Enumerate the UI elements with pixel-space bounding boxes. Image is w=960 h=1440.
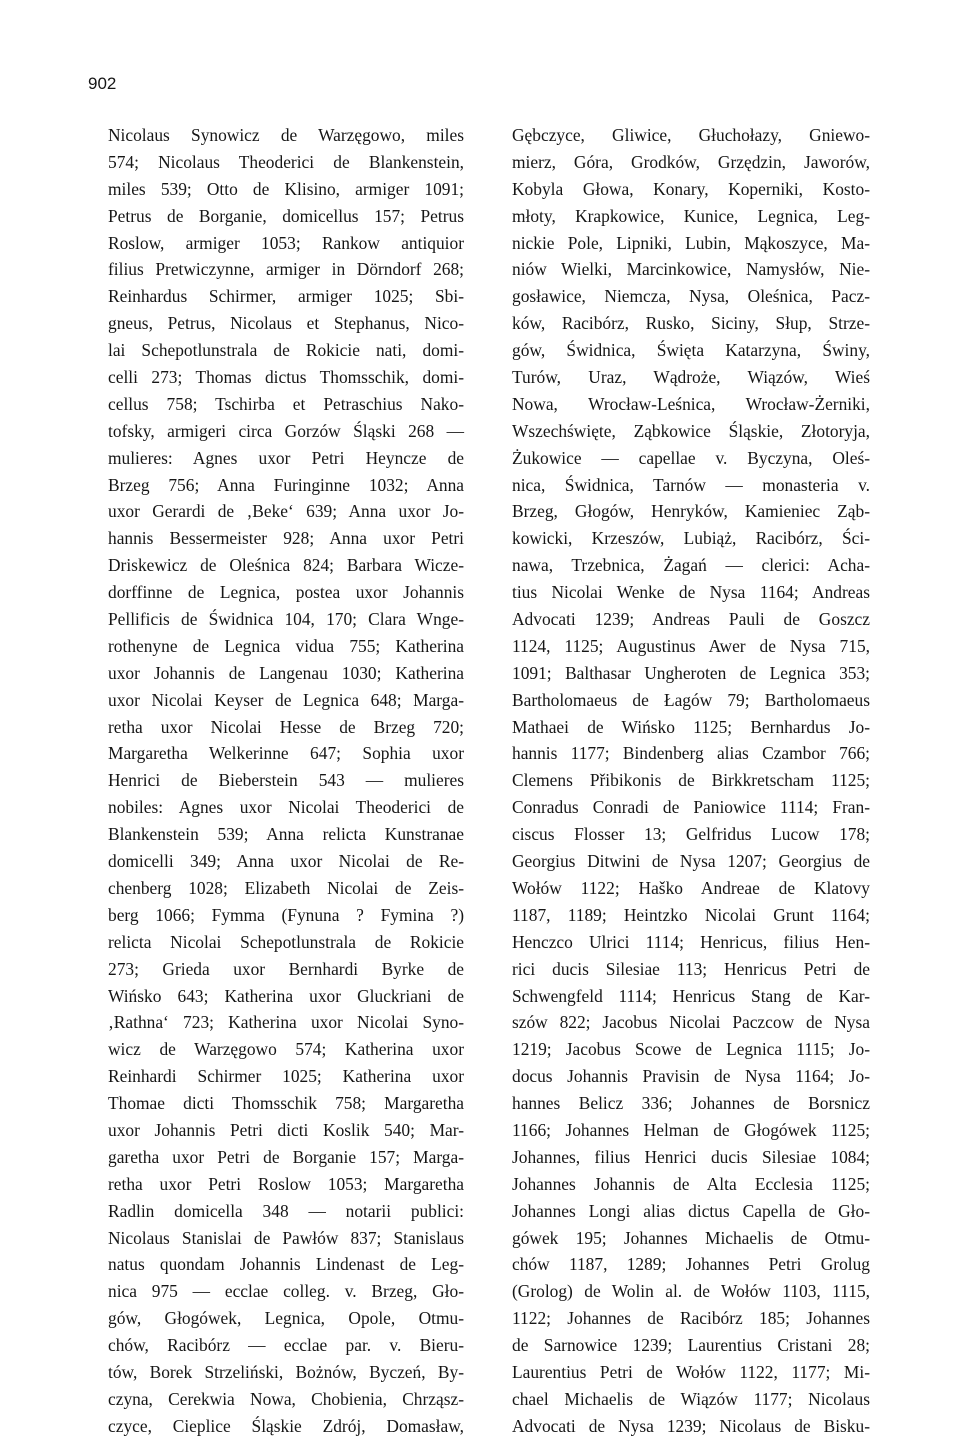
text-line: tius Nicolai Wenke de Nysa 1164; Andreas (512, 582, 870, 603)
text-line: niów Wielki, Marcinkowice, Namysłów, Nie- (512, 259, 870, 280)
text-line: 1122; Johannes de Racibórz 185; Johannes (512, 1308, 870, 1329)
text-line: celli 273; Thomas dictus Thomsschik, domi- (108, 367, 464, 388)
text-line: tofsky, armigeri circa Gorzów Śląski 268 — (108, 420, 464, 441)
text-line: 1091; Balthasar Ungheroten de Legnica 353; (512, 662, 870, 683)
text-line: 273; Grieda uxor Bernhardi Byrke de (108, 958, 464, 979)
text-line: rothenyne de Legnica vidua 755; Katherina (108, 635, 464, 656)
text-line: uxor Nicolai Keyser de Legnica 648; Marga- (108, 689, 464, 710)
text-line: 1219; Jacobus Scowe de Legnica 1115; Jo- (512, 1039, 870, 1060)
text-line: Advocati 1239; Andreas Pauli de Goszcz (512, 609, 870, 630)
text-line: mulieres: Agnes uxor Petri Heyncze de (108, 447, 464, 468)
text-line: (Grolog) de Wolin al. de Wołów 1103, 1115, (512, 1281, 870, 1302)
text-line: docus Johannis Pravisin de Nysa 1164; Jo- (512, 1066, 870, 1087)
text-line: chów, Racibórz — ecclae par. v. Bieru- (108, 1335, 464, 1356)
text-line: gów, Głogówek, Legnica, Opole, Otmu- (108, 1308, 464, 1329)
text-line: gosławice, Niemcza, Nysa, Oleśnica, Pacz- (512, 286, 870, 307)
text-line: czyce, Cieplice Śląskie Zdrój, Domasław, (108, 1415, 464, 1436)
text-line: ków, Racibórz, Rusko, Siciny, Słup, Strze- (512, 313, 870, 334)
text-line: garetha uxor Petri de Borganie 157; Marga- (108, 1146, 464, 1167)
text-line: Wołów 1122; Haško Andreae de Klatovy (512, 877, 870, 898)
text-line: Henczco Ulrici 1114; Henricus, filius Hen- (512, 931, 870, 952)
text-line: Roslow, armiger 1053; Rankow antiquior (108, 232, 464, 253)
text-line: Laurentius Petri de Wołów 1122, 1177; Mi- (512, 1361, 870, 1382)
text-line: czyna, Cerekwia Nowa, Chobienia, Chrząsz- (108, 1388, 464, 1409)
text-line: kowicki, Krzeszów, Lubiąż, Racibórz, Ści- (512, 528, 870, 549)
text-line: chenberg 1028; Elizabeth Nicolai de Zeis- (108, 877, 464, 898)
text-line: uxor Gerardi de ‚Beke‘ 639; Anna uxor Jo- (108, 501, 464, 522)
text-line: cellus 758; Tschirba et Petraschius Nako- (108, 393, 464, 414)
text-line: lai Schepotlunstrala de Rokicie nati, domi- (108, 340, 464, 361)
text-line: chów 1187, 1289; Johannes Petri Grolug (512, 1254, 870, 1275)
text-line: Johannes Longi alias dictus Capella de Gło- (512, 1200, 870, 1221)
text-line: Schwengfeld 1114; Henricus Stang de Kar- (512, 985, 870, 1006)
text-line: gów, Świdnica, Święta Katarzyna, Świny, (512, 340, 870, 361)
text-line: Petrus de Borganie, domicellus 157; Petrus (108, 205, 464, 226)
text-line: gneus, Petrus, Nicolaus et Stephanus, Nico- (108, 313, 464, 334)
page-number: 902 (88, 74, 117, 93)
text-line: nica, Świdnica, Tarnów — monasteria v. (512, 474, 870, 495)
text-line: Nowa, Wrocław-Leśnica, Wrocław-Żerniki, (512, 393, 870, 414)
text-line: 1124, 1125; Augustinus Awer de Nysa 715, (512, 635, 870, 656)
text-line: ‚Rathna‘ 723; Katherina uxor Nicolai Syno- (108, 1012, 464, 1033)
text-line: Johannes Johannis de Alta Ecclesia 1125; (512, 1173, 870, 1194)
text-line: Driskewicz de Oleśnica 824; Barbara Wicze- (108, 555, 464, 576)
text-line: retha uxor Nicolai Hesse de Brzeg 720; (108, 716, 464, 737)
text-line: Brzeg, Głogów, Henryków, Kamieniec Ząb- (512, 501, 870, 522)
text-line: Nicolaus Synowicz de Warzęgowo, miles (108, 125, 464, 145)
text-line: miles 539; Otto de Klisino, armiger 1091; (108, 178, 464, 199)
text-line: Mathaei de Wińsko 1125; Bernhardus Jo- (512, 716, 870, 737)
text-line: Conradus Conradi de Paniowice 1114; Fran- (512, 797, 870, 818)
text-line: 574; Nicolaus Theoderici de Blankenstein, (108, 151, 464, 172)
text-line: szów 822; Jacobus Nicolai Paczcow de Nysa (512, 1012, 870, 1033)
text-line: filius Pretwiczynne, armiger in Dörndorf 268; (108, 259, 464, 280)
text-line: Wińsko 643; Katherina uxor Gluckriani de (108, 985, 464, 1006)
text-line: młoty, Krapkowice, Kunice, Legnica, Leg- (512, 205, 870, 226)
text-line: wicz de Warzęgowo 574; Katherina uxor (108, 1039, 464, 1060)
text-line: hannis 1177; Bindenberg alias Czambor 766; (512, 743, 870, 764)
text-line: Bartholomaeus de Łagów 79; Bartholomaeus (512, 689, 870, 710)
text-line: mierz, Góra, Grodków, Grzędzin, Jaworów, (512, 151, 870, 172)
text-line: domicelli 349; Anna uxor Nicolai de Re- (108, 851, 464, 872)
text-line: chael Michaelis de Wiązów 1177; Nicolaus (512, 1388, 870, 1409)
text-line: Gębczyce, Gliwice, Głuchołazy, Gniewo- (512, 125, 870, 145)
text-line: Blankenstein 539; Anna relicta Kunstranae (108, 824, 464, 845)
text-line: Kobyla Głowa, Konary, Koperniki, Kosto- (512, 178, 870, 199)
text-line: 1166; Johannes Helman de Głogówek 1125; (512, 1119, 870, 1140)
text-line: Johannes, filius Henrici ducis Silesiae 1084; (512, 1146, 870, 1167)
text-line: nobiles: Agnes uxor Nicolai Theoderici de (108, 797, 464, 818)
text-line: Żukowice — capellae v. Byczyna, Oleś- (512, 447, 870, 468)
text-line: Thomae dicti Thomsschik 758; Margaretha (108, 1093, 464, 1114)
text-line: ciscus Flosser 13; Gelfridus Lucow 178; (512, 824, 870, 845)
text-line: rici ducis Silesiae 113; Henricus Petri de (512, 958, 870, 979)
text-line: hannis Bessermeister 928; Anna uxor Petri (108, 528, 464, 549)
text-line: nawa, Trzebnica, Żagań — clerici: Acha- (512, 555, 870, 576)
text-line: Pellificis de Świdnica 104, 170; Clara Wnge- (108, 609, 464, 630)
text-line: uxor Johannis de Langenau 1030; Katherina (108, 662, 464, 683)
text-line: nickie Pole, Lipniki, Lubin, Mąkoszyce, Ma- (512, 232, 870, 253)
text-line: Margaretha Welkerinne 647; Sophia uxor (108, 743, 464, 764)
text-line: hannes Belicz 336; Johannes de Borsnicz (512, 1093, 870, 1114)
text-line: gówek 195; Johannes Michaelis de Otmu- (512, 1227, 870, 1248)
text-line: relicta Nicolai Schepotlunstrala de Rokicie (108, 931, 464, 952)
text-line: 1187, 1189; Heintzko Nicolai Grunt 1164; (512, 904, 870, 925)
text-line: retha uxor Petri Roslow 1053; Margaretha (108, 1173, 464, 1194)
text-line: natus quondam Johannis Lindenast de Leg- (108, 1254, 464, 1275)
text-line: Advocati de Nysa 1239; Nicolaus de Bisku- (512, 1415, 870, 1436)
text-line: tów, Borek Strzeliński, Bożnów, Byczeń, By- (108, 1361, 464, 1382)
text-line: de Sarnowice 1239; Laurentius Cristani 28; (512, 1335, 870, 1356)
text-line: Clemens Přibikonis de Birkkretscham 1125; (512, 770, 870, 791)
text-line: Brzeg 756; Anna Furinginne 1032; Anna (108, 474, 464, 495)
text-line: nica 975 — ecclae colleg. v. Brzeg, Gło- (108, 1281, 464, 1302)
text-line: Nicolaus Stanislai de Pawłów 837; Stanislaus (108, 1227, 464, 1248)
text-line: Wszechświęte, Ząbkowice Śląskie, Złotoryja, (512, 420, 870, 441)
left-text-column (108, 122, 464, 1440)
text-line: Turów, Uraz, Wądroże, Wiązów, Wieś (512, 367, 870, 388)
text-line: dorffinne de Legnica, postea uxor Johannis (108, 582, 464, 603)
text-line: Henrici de Bieberstein 543 — mulieres (108, 770, 464, 791)
text-line: Radlin domicella 348 — notarii publici: (108, 1200, 464, 1221)
text-line: Georgius Ditwini de Nysa 1207; Georgius de (512, 851, 870, 872)
text-line: Reinhardus Schirmer, armiger 1025; Sbi- (108, 286, 464, 307)
right-text-column (512, 122, 870, 1440)
text-line: Reinhardi Schirmer 1025; Katherina uxor (108, 1066, 464, 1087)
text-line: berg 1066; Fymma (Fynuna ? Fymina ?) (108, 904, 464, 925)
text-line: uxor Johannis Petri dicti Koslik 540; Mar- (108, 1119, 464, 1140)
